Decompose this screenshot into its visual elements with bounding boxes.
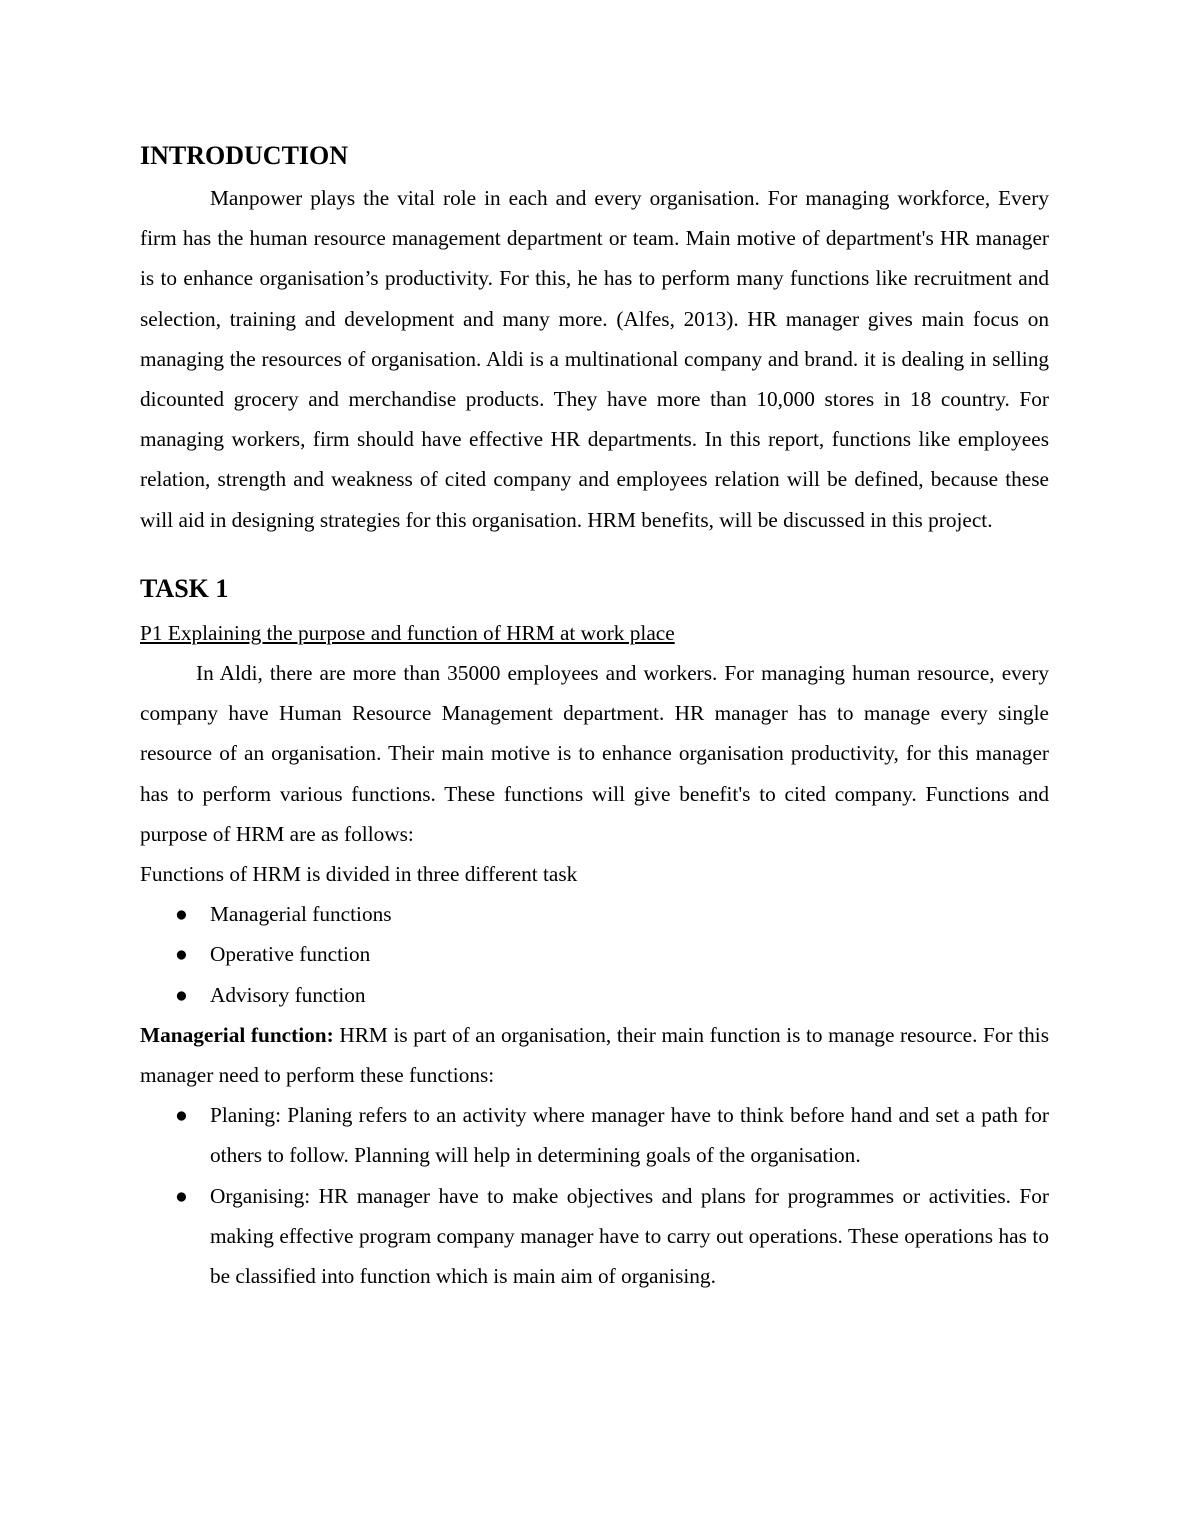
list-item-text: Operative function [210,942,371,967]
introduction-paragraph: Manpower plays the vital role in each and every organisation. For managing workforce, Every firm has the human resource management department or team. Main motive of department's HR manager is to enhance organisation’s productivity. For this, he has to perform many functions like recruitment and selection, training and development and many more. (Alfes, 2013). HR manager gives main focus on managing the resources of organisation. Aldi is a multinational company and brand. it is dealing in selling dicounted grocery and merchandise products. They have more than 10,000 stores in 18 country. For managing workers, firm should have effective HR departments. In this report, functions like employees relation, strength and weakness of cited company and employees relation will be defined, because these will aid in designing strategies for this organisation. HRM benefits, will be discussed in this project. [140,186,1049,532]
bullet-icon: ● [175,1103,188,1128]
list-item [140,1176,1049,1297]
managerial-lead: Managerial function: [140,1022,334,1047]
bullet-icon: ● [175,942,188,967]
list-item-text: Managerial functions [210,902,392,927]
bullet-icon: ● [175,982,188,1007]
functions-intro: Functions of HRM is divided in three different task [140,862,578,887]
task1-paragraph: In Aldi, there are more than 35000 employees and workers. For managing human resource, every company have Human Resource Management department. HR manager has to manage every single resource of an organisation. Their main motive is to enhance organisation productivity, for this manager has to perform various functions. These functions will give benefit's to cited company. Functions and purpose of HRM are as follows: [140,661,1049,846]
managerial-text: HRM is part of an organisation, their main function is to manage resource. For this manager need to perform these functions: [140,1022,1050,1088]
managerial-list [140,1095,1049,1296]
task1-subheading: P1 Explaining the purpose and function of HRM at work place [140,620,675,645]
bullet-icon: ● [175,902,188,927]
list-item-text: Advisory function [210,982,366,1007]
list-item [140,975,1049,1015]
list-item-text: Organising: HR manager have to make objectives and plans for programmes or activities. For making effective program company manager have to carry out operations. These operations has to be classified into function which is main aim of organising. [210,1183,1049,1289]
task1-heading: TASK 1 [140,573,229,603]
list-item-text: Planing: Planing refers to an activity where manager have to think before hand and set a path for others to follow. Planning will help in determining goals of the organisation. [210,1103,1049,1168]
functions-list [140,894,1049,1015]
document-page [140,138,1049,1296]
list-item [140,894,1049,934]
list-item [140,1095,1049,1175]
bullet-icon: ● [175,1183,188,1208]
list-item [140,934,1049,974]
managerial-paragraph [140,1015,1049,1095]
introduction-heading: INTRODUCTION [140,141,349,170]
